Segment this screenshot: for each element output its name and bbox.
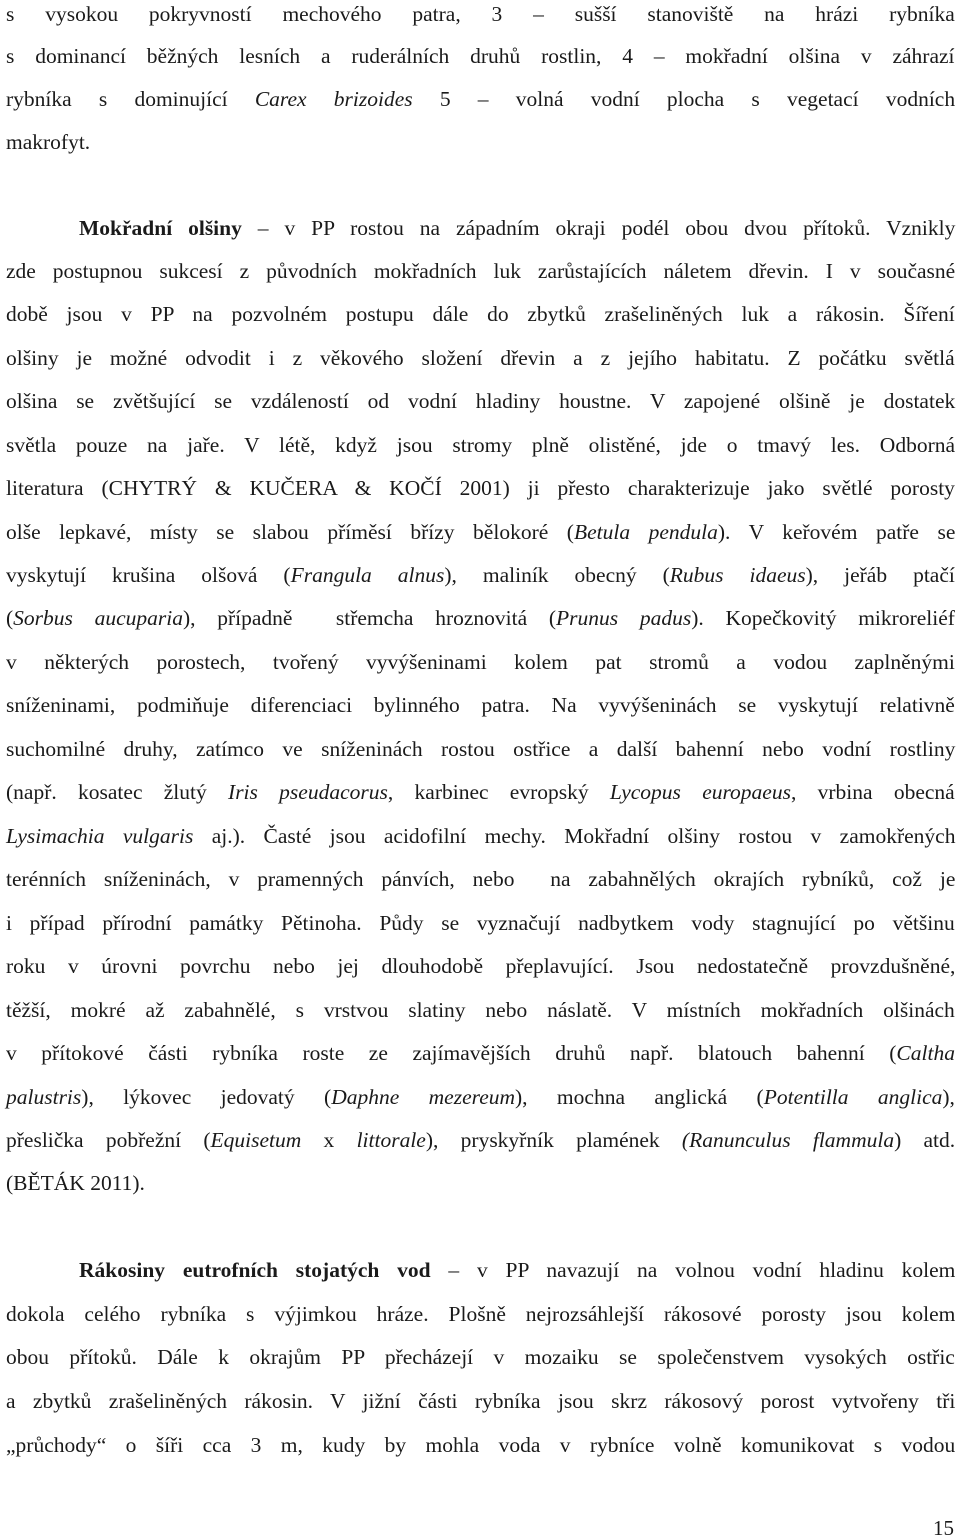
latin-name: Betula pendula	[573, 520, 718, 544]
text-run: i případ přírodní památky Pětinoha. Půdy se vyznačují nadbytkem vody stagnující po většinu	[6, 911, 955, 935]
section-heading: Mokřadní olšiny	[79, 216, 242, 240]
text-run: a zbytků zrašeliněných rákosin. V jižní části rybníka jsou skrz rákosový porost vytvořeny tři	[6, 1389, 956, 1413]
text-run: ) atd.	[894, 1128, 956, 1152]
text-line	[6, 778, 955, 806]
text-line	[6, 0, 955, 28]
text-line	[6, 1083, 955, 1111]
text-line	[6, 344, 955, 372]
text-line	[6, 128, 955, 156]
text-line	[6, 1343, 955, 1371]
text-line	[6, 474, 955, 502]
text-run: ), případně střemcha hroznovitá (	[183, 606, 556, 630]
text-run: ), lýkovec jedovatý (	[81, 1085, 332, 1109]
text-run: vyskytují krušina olšová (	[6, 563, 291, 587]
text-run: suchomilné druhy, zatímco ve sníženinách rostou ostřice a další bahenní nebo vodní rostliny	[6, 737, 956, 761]
latin-name: Potentilla anglica	[763, 1085, 943, 1109]
latin-name: Carex brizoides	[254, 87, 413, 111]
text-line	[6, 865, 955, 893]
text-run: přeslička pobřežní (	[6, 1128, 211, 1152]
text-line	[6, 735, 955, 763]
text-line	[6, 1039, 955, 1067]
text-line	[6, 952, 955, 980]
text-run: v přítokové části rybníka roste ze zajímavějších druhů např. blatouch bahenní (	[6, 1041, 897, 1065]
text-line	[6, 1169, 955, 1197]
text-run: ). V keřovém patře se	[717, 520, 956, 544]
text-line	[6, 604, 955, 632]
latin-name: Frangula alnus	[290, 563, 445, 587]
text-line	[79, 1256, 955, 1284]
text-run: aj.). Časté jsou acidofilní mechy. Mokřadní olšiny rostou v zamokřených	[193, 824, 956, 848]
latin-name: (Ranunculus flammula	[681, 1128, 895, 1152]
text-line	[6, 1387, 955, 1415]
text-run: ), jeřáb ptačí	[805, 563, 955, 587]
text-run: , vrbina obecná	[790, 780, 955, 804]
text-run: makrofyt.	[6, 130, 91, 154]
text-run: (BĚTÁK 2011).	[6, 1171, 145, 1195]
text-run: olšiny je možné odvodit i z věkového složení dřevin a z jejího habitatu. Z počátku světlá	[6, 346, 955, 370]
text-run: , karbinec evropský	[387, 780, 610, 804]
text-line	[6, 1126, 955, 1154]
text-run: – v PP rostou na západním okraji podél obou dvou přítoků. Vznikly	[241, 216, 956, 240]
text-line	[6, 1300, 955, 1328]
latin-name: Equisetum	[210, 1128, 302, 1152]
text-run: ). Kopečkovitý mikroreliéf	[691, 606, 955, 630]
text-run: 5 – volná vodní plocha s vegetací vodních	[412, 87, 956, 111]
text-line	[6, 85, 955, 113]
text-run: ),	[942, 1085, 955, 1109]
text-run: dokola celého rybníka s výjimkou hráze. Plošně nejrozsáhlejší rákosové porosty jsou kolem	[6, 1302, 956, 1326]
latin-name: Rubus idaeus	[669, 563, 806, 587]
text-run: terénních sníženinách, v pramenných pánvích, nebo na zabahnělých okrajích rybníků, což je	[6, 867, 956, 891]
text-run: x	[301, 1128, 357, 1152]
latin-name: Daphne mezereum	[331, 1085, 516, 1109]
page-number: 15	[933, 1516, 954, 1540]
text-line	[6, 822, 955, 850]
text-run: „průchody“ o šíři cca 3 m, kudy by mohla voda v rybníce volně komunikovat s vodou	[6, 1433, 956, 1457]
text-line	[6, 42, 955, 70]
text-line	[6, 300, 955, 328]
text-line	[6, 257, 955, 285]
text-line	[6, 996, 955, 1024]
latin-name: littorale	[356, 1128, 426, 1152]
text-run: roku v úrovni povrchu nebo jej dlouhodobě přeplavující. Jsou nedostatečně provzdušněné,	[6, 954, 956, 978]
text-run: v některých porostech, tvořený vyvýšeninami kolem pat stromů a vodou zaplněnými	[6, 650, 955, 674]
text-run: (např. kosatec žlutý	[6, 780, 229, 804]
text-line	[6, 518, 955, 546]
text-run: (	[6, 606, 14, 630]
text-run: ), mochna anglická (	[515, 1085, 764, 1109]
latin-name: Lysimachia vulgaris	[6, 824, 194, 848]
text-line	[79, 214, 955, 242]
text-run: olšina se zvětšující se vzdáleností od vodní hladiny houstne. V zapojené olšině je dostatek	[6, 389, 956, 413]
text-run: literatura (CHYTRÝ & KUČERA & KOČÍ 2001) ji přesto charakterizuje jako světlé porosty	[6, 476, 955, 500]
latin-name: Iris pseudacorus	[228, 780, 388, 804]
text-run: obou přítoků. Dále k okrajům PP přecházejí v mozaiku se společenstvem vysokých ostřic	[6, 1345, 955, 1369]
latin-name: Lycopus europaeus	[609, 780, 791, 804]
text-run: rybníka s dominující	[6, 87, 255, 111]
latin-name: Caltha	[896, 1041, 955, 1065]
latin-name: Prunus padus	[556, 606, 692, 630]
text-run: olše lepkavé, místy se slabou příměsí břízy bělokoré (	[6, 520, 574, 544]
text-run: světla pouze na jaře. V létě, když jsou stromy plně olistěné, jde o tmavý les. Odborná	[6, 433, 956, 457]
text-line	[6, 561, 955, 589]
text-run: s dominancí běžných lesních a ruderálních druhů rostlin, 4 – mokřadní olšina v záhrazí	[6, 44, 955, 68]
section-heading: Rákosiny eutrofních stojatých vod	[79, 1258, 431, 1282]
text-run: ), pryskyřník plamének	[425, 1128, 682, 1152]
text-run: – v PP navazují na volnou vodní hladinu kolem	[430, 1258, 956, 1282]
text-run: sníženinami, podmiňuje diferenciaci bylinného patra. Na vyvýšeninách se vyskytují relativně	[6, 693, 955, 717]
text-run: těžší, mokré až zabahnělé, s vrstvou slatiny nebo náslatě. V místních mokřadních olšinách	[6, 998, 955, 1022]
text-run: s vysokou pokryvností mechového patra, 3 – sušší stanoviště na hrázi rybníka	[6, 2, 955, 26]
text-run: zde postupnou sukcesí z původních mokřadních luk zarůstajících náletem dřevin. I v současné	[6, 259, 956, 283]
text-line	[6, 1431, 955, 1459]
text-run: době jsou v PP na pozvolném postupu dále do zbytků zrašeliněných luk a rákosin. Šíření	[6, 302, 955, 326]
text-line	[6, 648, 955, 676]
latin-name: Sorbus aucuparia	[13, 606, 183, 630]
text-line	[6, 691, 955, 719]
latin-name: palustris	[6, 1085, 82, 1109]
text-line	[6, 387, 955, 415]
text-run: ), maliník obecný (	[444, 563, 670, 587]
text-line	[6, 909, 955, 937]
text-line	[6, 431, 955, 459]
